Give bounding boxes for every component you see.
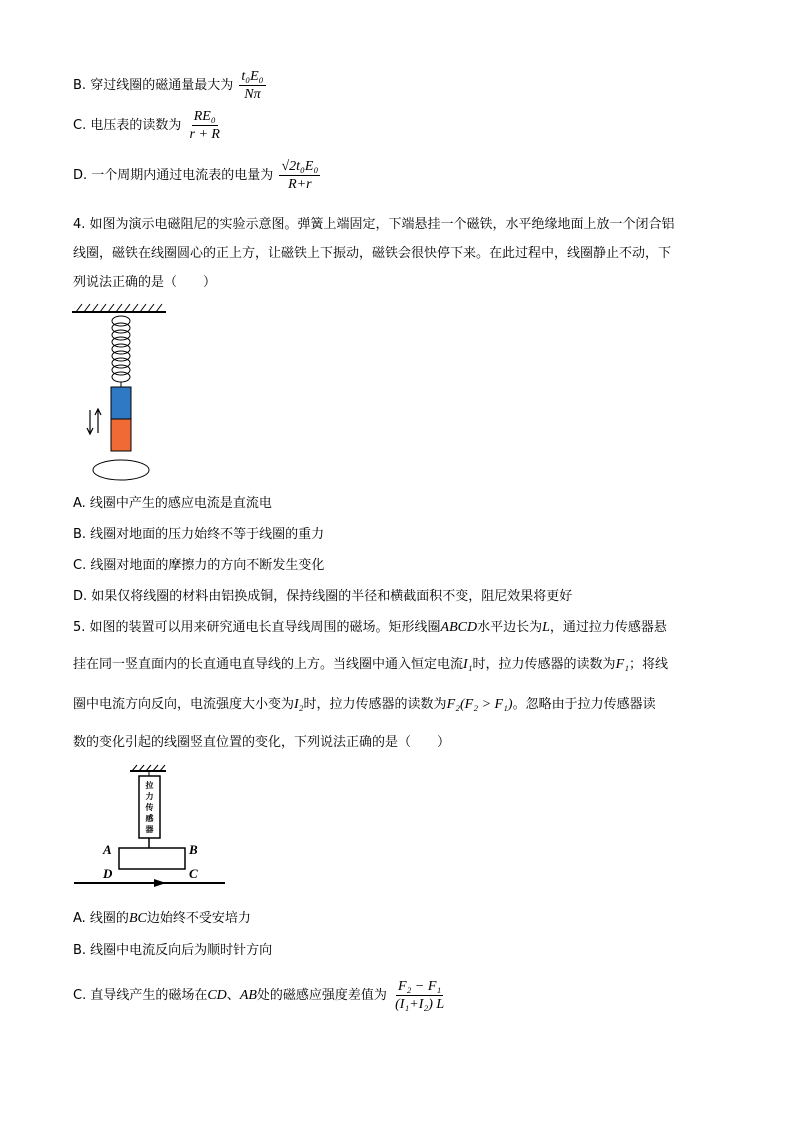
fraction bbox=[279, 158, 320, 193]
stem-text: ；将线 bbox=[628, 657, 668, 672]
fraction bbox=[239, 68, 265, 103]
label-b: B bbox=[189, 842, 198, 857]
force-sensor-label bbox=[145, 780, 154, 834]
q4-stem-line-1: 4. 如图为演示电磁阻尼的实验示意图。弹簧上端固定，下端悬挂一个磁铁，水平绝缘地面上放一个闭合铝 bbox=[73, 217, 675, 232]
sensor-char: 传 bbox=[145, 803, 154, 812]
q4-stem-line-3: 列说法正确的是（ ） bbox=[73, 275, 217, 290]
fraction bbox=[393, 978, 446, 1013]
math-symbol: L bbox=[542, 620, 550, 635]
q5-figure bbox=[70, 762, 230, 892]
stem-text: 圈中电流方向反向，电流强度大小变为 bbox=[73, 697, 295, 712]
denominator: Nπ bbox=[244, 87, 261, 102]
numerator: √2t₀E₀ bbox=[281, 159, 319, 174]
q5-stem-line-3 bbox=[73, 695, 656, 715]
rectangular-coil bbox=[119, 848, 185, 869]
numerator: t₀E₀ bbox=[241, 69, 264, 84]
math-symbol: F₁ bbox=[615, 657, 629, 672]
label-c: C bbox=[189, 866, 198, 881]
option-text: B. bbox=[73, 78, 87, 93]
q3-option-d bbox=[73, 158, 320, 193]
stem-text: 时，拉力传感器的读数为 bbox=[472, 657, 616, 672]
q5-option-c bbox=[73, 978, 446, 1013]
stem-text: 。忽略由于拉力传感器读 bbox=[512, 697, 656, 712]
numerator: RE₀ bbox=[193, 109, 216, 124]
ceiling-hatch bbox=[130, 765, 166, 771]
option-text: 一个周期内通过电流表的电量为 bbox=[91, 168, 274, 183]
sensor-char: 器 bbox=[145, 825, 154, 834]
magnet-north bbox=[111, 387, 131, 419]
spring bbox=[112, 316, 130, 387]
sensor-char: 力 bbox=[145, 792, 154, 801]
option-text: 边始终不受安培力 bbox=[146, 911, 251, 926]
ceiling-hatch bbox=[72, 304, 166, 312]
fraction bbox=[188, 108, 222, 143]
math-symbol: I₁ bbox=[463, 657, 473, 672]
label-d: D bbox=[103, 866, 113, 881]
numerator: F₂ − F₁ bbox=[397, 979, 442, 994]
q4-option-a: A. 线圈中产生的感应电流是直流电 bbox=[73, 496, 272, 511]
q5-option-b: B. 线圈中电流反向后为顺时针方向 bbox=[73, 943, 273, 958]
math-symbol: F₂(F₂ > F₁) bbox=[446, 697, 513, 712]
option-text: A. 线圈的 bbox=[73, 911, 129, 926]
option-text: 、 bbox=[226, 988, 240, 1003]
sensor-char: 感 bbox=[145, 814, 154, 823]
option-text: C. 直导线产生的磁场在 bbox=[73, 988, 208, 1003]
q5-stem-line-1 bbox=[73, 618, 667, 638]
math-symbol: AB bbox=[239, 988, 257, 1003]
option-text: 电压表的读数为 bbox=[90, 118, 182, 133]
denominator: r + R bbox=[189, 127, 220, 142]
stem-text: ，通过拉力传感器悬 bbox=[549, 620, 667, 635]
q4-option-b: B. 线圈对地面的压力始终不等于线圈的重力 bbox=[73, 527, 325, 542]
oscillation-arrows-icon bbox=[87, 409, 101, 434]
denominator: (I₁+I₂) L bbox=[395, 997, 445, 1012]
q4-figure bbox=[70, 300, 180, 485]
stem-text: 水平边长为 bbox=[477, 620, 543, 635]
math-symbol: CD bbox=[207, 988, 227, 1003]
magnet-south bbox=[111, 419, 131, 451]
option-text: 穿过线圈的磁通量最大为 bbox=[90, 78, 234, 93]
stem-text: 5. 如图的装置可以用来研究通电长直导线周围的磁场。矩形线圈 bbox=[73, 620, 441, 635]
q4-option-d: D. 如果仅将线圈的材料由铝换成铜，保持线圈的半径和横截面积不变，阻尼效果将更好 bbox=[73, 589, 573, 604]
math-symbol: BC bbox=[128, 911, 147, 926]
q3-option-b bbox=[73, 68, 266, 103]
denominator: R+r bbox=[288, 177, 312, 192]
current-arrow-icon bbox=[154, 879, 166, 887]
q5-stem-line-2 bbox=[73, 655, 668, 675]
q5-stem-line-4: 数的变化引起的线圈竖直位置的变化，下列说法正确的是（ ） bbox=[73, 735, 451, 750]
option-text: D. bbox=[73, 168, 88, 183]
sensor-char: 拉 bbox=[145, 781, 154, 790]
stem-text: 挂在同一竖直面内的长直通电直导线的上方。当线圈中通入恒定电流 bbox=[73, 657, 464, 672]
q5-option-a bbox=[73, 909, 251, 929]
math-symbol: ABCD bbox=[440, 620, 478, 635]
stem-text: 时，拉力传感器的读数为 bbox=[303, 697, 447, 712]
label-a: A bbox=[103, 842, 112, 857]
q4-stem-line-2: 线圈，磁铁在线圈圆心的正上方，让磁铁上下振动，磁铁会很快停下来。在此过程中，线圈静止不动，下 bbox=[73, 246, 672, 261]
math-symbol: I₂ bbox=[294, 697, 304, 712]
q4-option-c: C. 线圈对地面的摩擦力的方向不断发生变化 bbox=[73, 558, 325, 573]
option-text: C. bbox=[73, 118, 87, 133]
aluminum-coil bbox=[93, 460, 149, 480]
option-text: 处的磁感应强度差值为 bbox=[256, 988, 387, 1003]
q3-option-c bbox=[73, 108, 222, 143]
